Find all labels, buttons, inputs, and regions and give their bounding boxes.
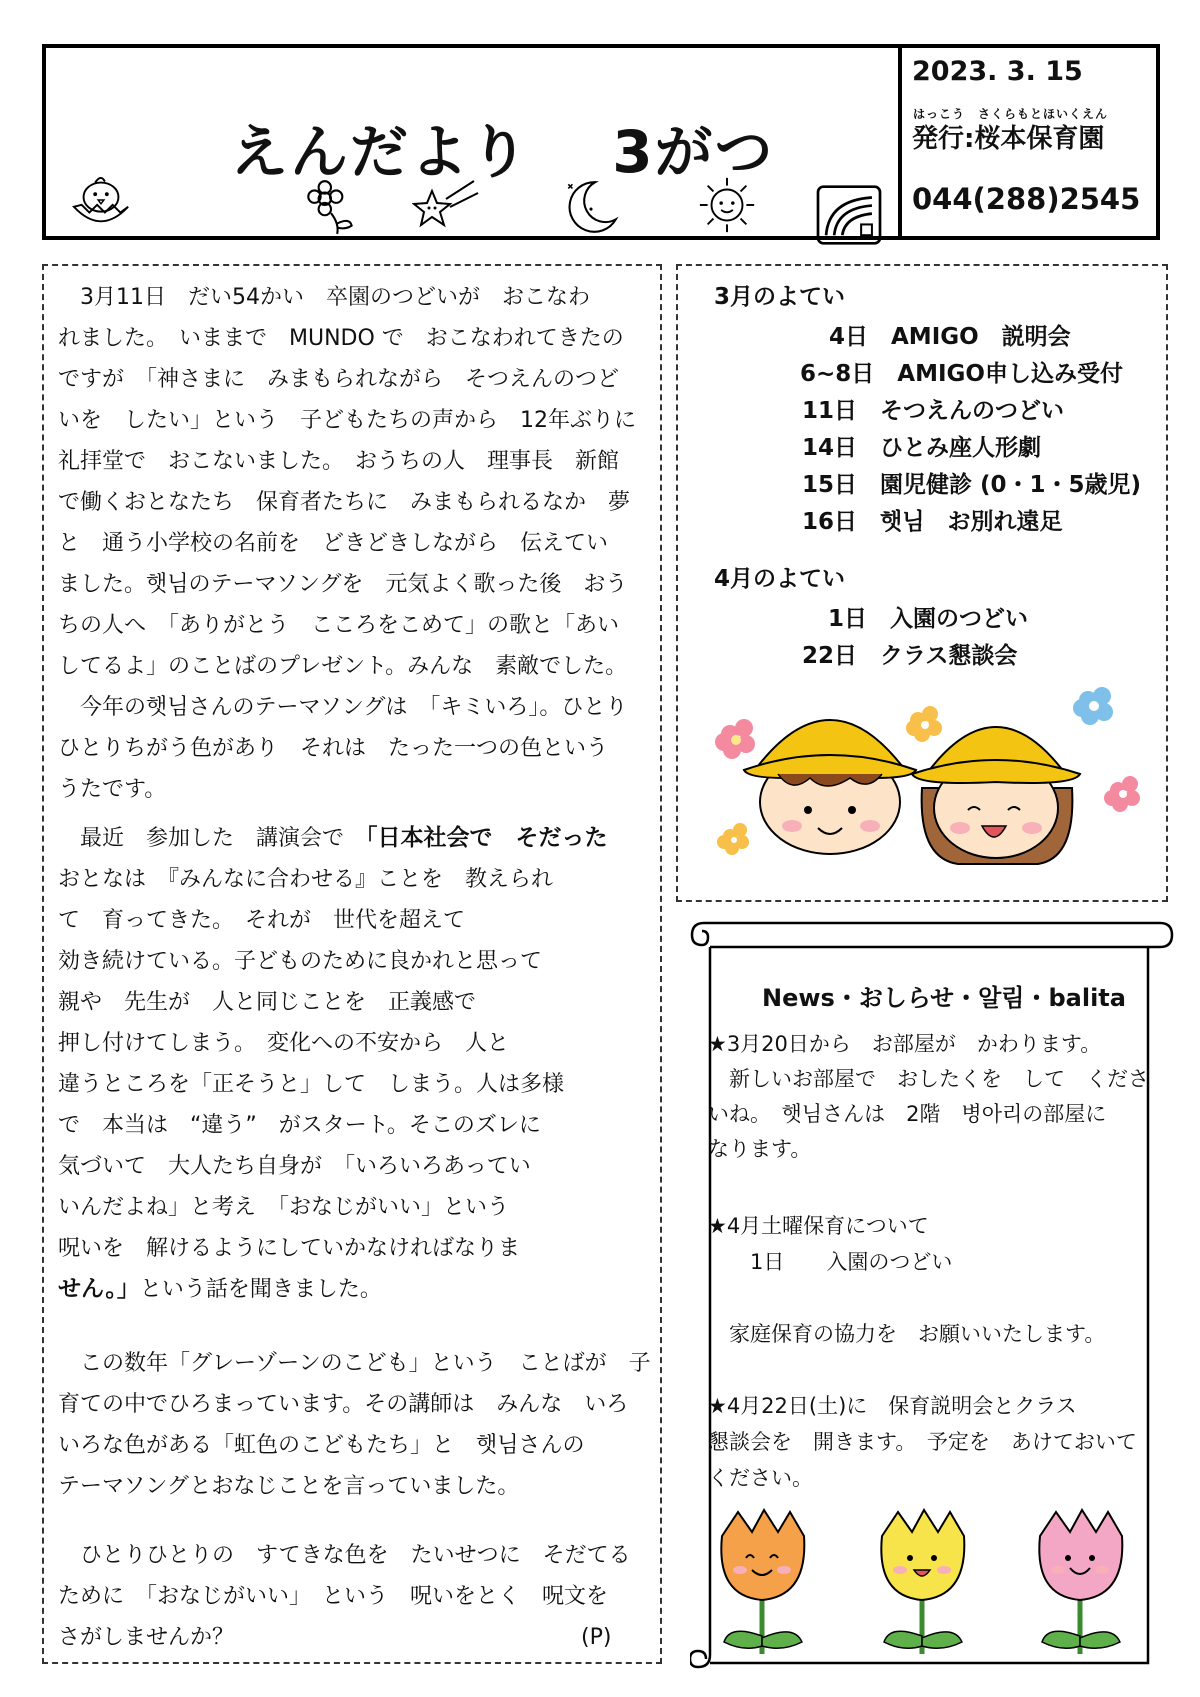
issue-date: 2023. 3. 15	[912, 56, 1083, 87]
tulip-yellow	[881, 1510, 964, 1654]
schedule-row	[802, 466, 1141, 499]
shooting-star-icon	[412, 174, 482, 236]
schedule-day: 22日	[802, 643, 858, 669]
schedule-day: 6~8日	[800, 361, 875, 387]
quote-end: せん。」	[58, 1276, 140, 1302]
news-line: なります。	[708, 1137, 812, 1161]
quote-line: 押し付けてしまう。 変化への不安から 人と	[58, 1031, 510, 1056]
publisher-ruby: はっこう さくらもとほいくえん	[913, 107, 1109, 121]
text-line-body: さがしませんか？	[58, 1625, 235, 1650]
news-line: ★4月土曜保育について	[708, 1214, 929, 1238]
children-hats-illustration	[700, 678, 1140, 888]
news-line: ★3月20日から お部屋が かわります。	[708, 1032, 1102, 1056]
schedule-event: ひとみ座人形劇	[880, 435, 1042, 461]
text-line: れました。 いままで MUNDO で おこなわれてきたの	[58, 326, 624, 351]
quote-line: 違うところを「正そうと」して しまう。人は多様	[58, 1072, 565, 1097]
schedule-row	[810, 318, 1071, 351]
quote-line: いんだよね」と考え 「おなじがいい」という	[58, 1195, 510, 1220]
text-line: テーマソングとおなじことを言っていました。	[58, 1474, 520, 1499]
schedule-day: 1日	[828, 606, 868, 632]
text-line: 育ての中でひろまっています。その講師は みんな いろ	[58, 1392, 629, 1417]
schedule-day: 14日	[802, 435, 858, 461]
schedule-day: 4日	[828, 324, 868, 350]
schedule-event: そつえんのつどい	[880, 398, 1065, 424]
text-line: 今年の햇님さんのテーマソングは 「キミいろ」。ひとり	[58, 695, 628, 720]
march-schedule-heading: 3月のよてい	[714, 284, 846, 310]
text-line: ひとりちがう色があり それは たった一つの色という	[58, 736, 609, 761]
text-line-lead: 最近 参加した 講演会で	[58, 826, 367, 851]
text-line: ました。햇님のテーマソングを 元気よく歌った後 おう	[58, 572, 628, 597]
news-line: ★4月22日(土)に 保育説明会とクラス	[708, 1394, 1077, 1418]
quote-line: 呪いを 解けるようにしていかなければなりま	[58, 1236, 521, 1261]
schedule-event: 園児健診 (0・1・5歳児)	[880, 472, 1142, 498]
text-line	[58, 1269, 658, 1310]
schedule-row	[802, 637, 1017, 670]
flower-icon	[715, 719, 755, 759]
news-line: 1日 入園のつどい	[708, 1250, 953, 1274]
quote-line: 気づいて 大人たち自身が 「いろいろあってい	[58, 1154, 531, 1179]
text-line	[58, 1617, 658, 1658]
schedule-event: 햇님 お別れ遠足	[880, 509, 1063, 535]
quote-start: 「日本社会で そだった	[366, 825, 608, 851]
text-line	[58, 818, 658, 859]
text-line: ひとりひとりの すてきな色を たいせつに そだてる	[58, 1543, 631, 1568]
schedule-day: 15日	[802, 472, 858, 498]
text-line-tail: という話を聞きました。	[139, 1277, 382, 1302]
text-line: してるよ」のことばのプレゼント。みんな 素敵でした。	[58, 654, 628, 679]
sun-icon	[692, 174, 762, 236]
schedule-event: 入園のつどい	[890, 606, 1029, 632]
header-divider	[898, 44, 902, 240]
news-line: 懇談会を 開きます。 予定を あけておいて	[708, 1430, 1137, 1454]
schedule-event: AMIGO 説明会	[891, 324, 1071, 350]
april-schedule-heading: 4月のよてい	[714, 566, 846, 592]
tulip-pink	[1039, 1510, 1122, 1654]
schedule-row	[828, 600, 1028, 633]
news-line: いね。 햇님さんは 2階 병아리の部屋に	[708, 1102, 1107, 1126]
article-paragraph-3	[58, 1343, 658, 1507]
publisher: 発行:桜本保育園	[912, 124, 1105, 154]
phone-number: 044(288)2545	[912, 182, 1141, 216]
girl-face	[912, 727, 1080, 864]
article-paragraph-1	[58, 277, 658, 810]
quote-line: おとなは 『みんなに合わせる』ことを 教えられ	[58, 867, 554, 892]
text-line: で働くおとなたち 保育者たちに みまもられるなか 夢	[58, 490, 631, 515]
schedule-row	[802, 392, 1064, 425]
text-line: うたです。	[58, 777, 167, 802]
crescent-moon-icon	[556, 176, 626, 238]
boy-face	[744, 720, 916, 854]
text-line: この数年「グレーゾーンのこども」という ことばが 子	[58, 1351, 651, 1376]
schedule-row	[802, 429, 1041, 462]
text-line: ために 「おなじがいい」 という 呪いをとく 呪文を	[58, 1584, 609, 1609]
news-line: ください。	[708, 1466, 813, 1490]
schedule-day: 11日	[802, 398, 858, 424]
schedule-event: クラス懇談会	[880, 643, 1018, 669]
text-line: と 通う小学校の名前を どきどきしながら 伝えてい	[58, 531, 609, 556]
quote-line: 効き続けている。子どものために良かれと思って	[58, 949, 543, 974]
quote-line: で 本当は “違う” がスタート。そこのズレに	[58, 1113, 541, 1138]
news-line: 新しいお部屋で おしたくを して くださ	[708, 1067, 1149, 1091]
newsletter-title: えんだより 3がつ	[230, 118, 775, 186]
tulip-orange	[721, 1510, 804, 1654]
text-line: いを したい」という 子どもたちの声から 12年ぶりに	[58, 408, 636, 433]
author-signature: (P)	[581, 1625, 612, 1650]
article-paragraph-4	[58, 1535, 658, 1658]
rainbow-card-icon	[814, 184, 884, 246]
text-line: ちの人へ 「ありがとう こころをこめて」の歌と「あい	[58, 613, 620, 638]
text-line: 3月11日 だい54かい 卒園のつどいが おこなわ	[58, 285, 590, 310]
text-line: ですが 「神さまに みまもられながら そつえんのつど	[58, 367, 620, 392]
flower-sprout-icon	[296, 176, 366, 238]
chick-in-egg-icon	[66, 168, 136, 230]
quote-line: 親や 先生が 人と同じことを 正義感で	[58, 990, 477, 1015]
schedule-row	[802, 503, 1062, 536]
news-title: News・おしらせ・알림・balita	[762, 984, 1126, 1012]
schedule-day: 16日	[802, 509, 858, 535]
text-line: いろな色がある「虹色のこどもたち」と 햇님さんの	[58, 1433, 585, 1458]
schedule-row	[800, 355, 1123, 388]
news-line: 家庭保育の協力を お願いいたします。	[708, 1322, 1106, 1346]
tulips-illustration	[708, 1506, 1138, 1656]
quote-line: て 育ってきた。 それが 世代を超えて	[58, 908, 466, 933]
schedule-event: AMIGO申し込み受付	[897, 361, 1123, 387]
article-paragraph-2	[58, 818, 658, 1310]
text-line: 礼拝堂で おこないました。 おうちの人 理事長 新館	[58, 449, 620, 474]
